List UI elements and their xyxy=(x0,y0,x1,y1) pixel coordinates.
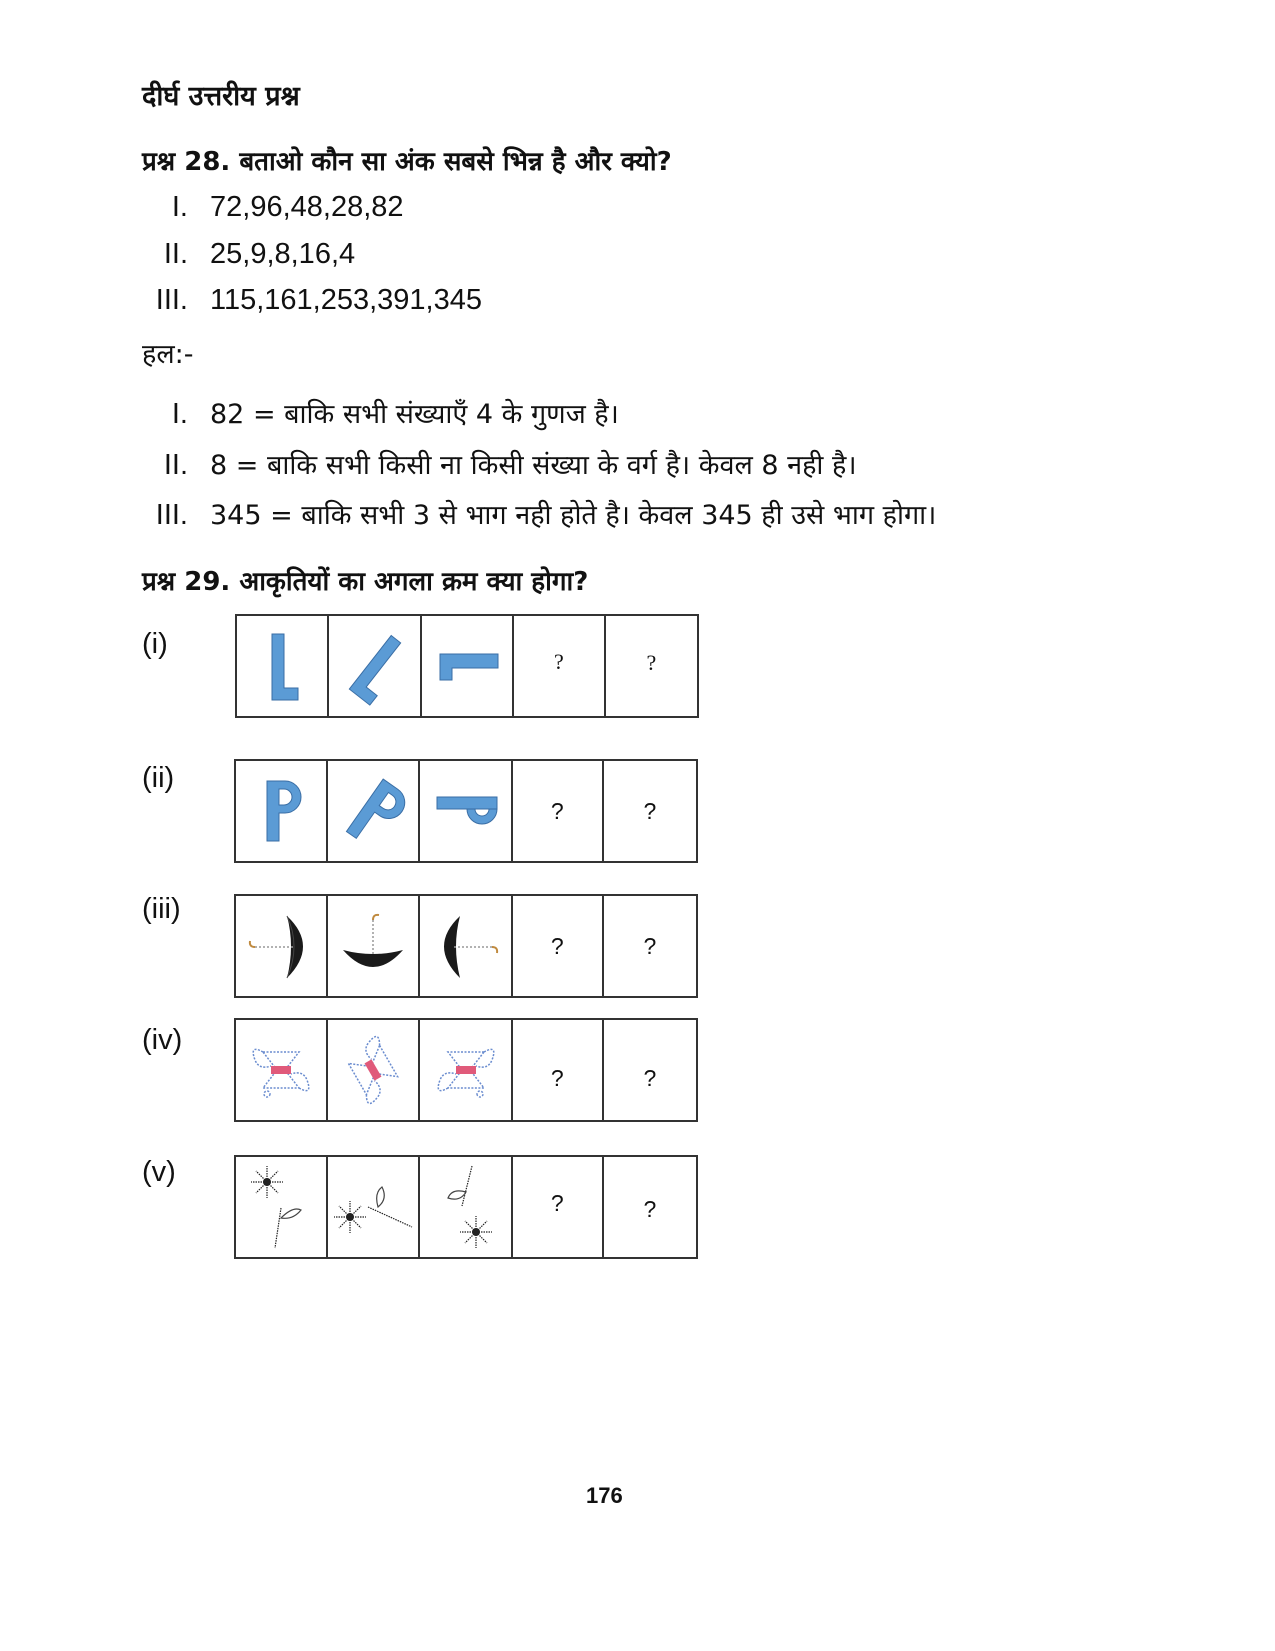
figure-row-3-label: (iii) xyxy=(142,893,181,925)
q28-solution-2 xyxy=(118,445,857,482)
question-mark: ? xyxy=(554,649,564,674)
flower-up-icon xyxy=(241,1162,321,1252)
l-shape-upright-icon xyxy=(252,626,312,706)
figure-row-3-cell-5 xyxy=(604,896,696,996)
q28-item-3 xyxy=(118,284,482,317)
q28-item-1-text: 72,96,48,28,82 xyxy=(210,191,404,223)
bow-ribbon-icon xyxy=(241,1030,321,1110)
figure-row-3 xyxy=(234,894,698,998)
figure-row-5-cell-1 xyxy=(236,1157,328,1257)
figure-row-4-label: (iv) xyxy=(142,1024,183,1056)
q28-solution-1 xyxy=(118,394,619,431)
l-shape-horizontal-icon xyxy=(432,626,502,706)
q28-item-2-num: II. xyxy=(163,238,188,270)
question-mark: ? xyxy=(550,932,564,959)
bow-ribbon-rotated-icon xyxy=(333,1030,413,1110)
figure-row-3-cell-2 xyxy=(328,896,420,996)
figure-row-2-label: (ii) xyxy=(142,762,175,794)
figure-row-4-cell-5 xyxy=(604,1020,696,1120)
figure-row-4-cell-2 xyxy=(328,1020,420,1120)
umbrella-down-icon xyxy=(333,906,413,986)
figure-row-2-cell-5 xyxy=(604,761,696,861)
figure-row-1-cell-5 xyxy=(606,616,697,716)
q28-solution-2-num: II. xyxy=(163,449,188,481)
question-28-title: प्रश्न 28. बताओ कौन सा अंक सबसे भिन्न है और क्यो? xyxy=(142,147,672,177)
figure-row-1-cell-1 xyxy=(237,616,329,716)
bow-ribbon-flipped-icon xyxy=(426,1030,506,1110)
question-mark: ? xyxy=(646,650,657,675)
q28-solution-2-text: 8 = बाकि सभी किसी ना किसी संख्या के वर्ग है। केवल 8 नही है। xyxy=(210,450,857,481)
question-mark: ? xyxy=(643,797,657,824)
solution-label: हल:- xyxy=(142,339,194,370)
figure-row-2-cell-4 xyxy=(513,761,604,861)
figure-row-5-label: (v) xyxy=(142,1156,176,1188)
q28-solution-3-text: 345 = बाकि सभी 3 से भाग नही होते है। केवल 345 ही उसे भाग होगा। xyxy=(210,500,937,531)
question-mark: ? xyxy=(643,1064,657,1091)
q28-item-2-text: 25,9,8,16,4 xyxy=(210,238,356,270)
flower-left-icon xyxy=(328,1167,418,1247)
figure-row-1 xyxy=(235,614,699,718)
q28-solution-3 xyxy=(118,495,936,532)
p-shape-upright-icon xyxy=(251,771,311,851)
q28-item-2 xyxy=(118,238,355,271)
umbrella-left-icon xyxy=(426,906,506,986)
figure-row-1-cell-2 xyxy=(329,616,421,716)
q28-item-1-num: I. xyxy=(171,191,188,223)
q28-solution-3-num: III. xyxy=(155,499,188,531)
figure-row-4-cell-4 xyxy=(513,1020,604,1120)
figure-row-5-cell-3 xyxy=(420,1157,512,1257)
figure-row-3-cell-4 xyxy=(513,896,604,996)
q28-solution-1-text: 82 = बाकि सभी संख्याएँ 4 के गुणज है। xyxy=(210,399,619,430)
figure-row-2-cell-2 xyxy=(328,761,420,861)
figure-row-5-cell-5 xyxy=(604,1157,696,1257)
figure-row-1-cell-3 xyxy=(422,616,514,716)
p-shape-horizontal-icon xyxy=(431,771,501,851)
page-number: 176 xyxy=(586,1483,623,1508)
figure-row-4 xyxy=(234,1018,698,1122)
figure-row-2-cell-1 xyxy=(236,761,328,861)
flower-down-icon xyxy=(426,1162,506,1252)
figure-row-3-cell-3 xyxy=(420,896,512,996)
q28-item-3-num: III. xyxy=(155,284,188,316)
figure-row-3-cell-1 xyxy=(236,896,328,996)
question-mark: ? xyxy=(643,1195,657,1222)
figure-row-4-cell-1 xyxy=(236,1020,328,1120)
q28-item-3-text: 115,161,253,391,345 xyxy=(210,284,483,316)
figure-row-5 xyxy=(234,1155,698,1259)
question-mark: ? xyxy=(550,797,564,824)
question-mark: ? xyxy=(643,932,657,959)
umbrella-right-icon xyxy=(241,906,321,986)
figure-row-2-cell-3 xyxy=(420,761,512,861)
l-shape-tilted-icon xyxy=(340,626,410,706)
figure-row-5-cell-2 xyxy=(328,1157,420,1257)
figure-row-1-cell-4 xyxy=(514,616,605,716)
question-mark: ? xyxy=(550,1189,564,1216)
figure-row-5-cell-4 xyxy=(513,1157,604,1257)
q28-item-1 xyxy=(118,191,404,224)
question-29-title: प्रश्न 29. आकृतियों का अगला क्रम क्या होगा? xyxy=(142,567,589,597)
figure-row-1-label: (i) xyxy=(142,628,168,660)
question-mark: ? xyxy=(550,1064,564,1091)
section-title: दीर्घ उत्तरीय प्रश्न xyxy=(142,81,300,112)
q28-solution-1-num: I. xyxy=(171,398,188,430)
figure-row-4-cell-3 xyxy=(420,1020,512,1120)
figure-row-2 xyxy=(234,759,698,863)
p-shape-tilted-icon xyxy=(338,771,408,851)
